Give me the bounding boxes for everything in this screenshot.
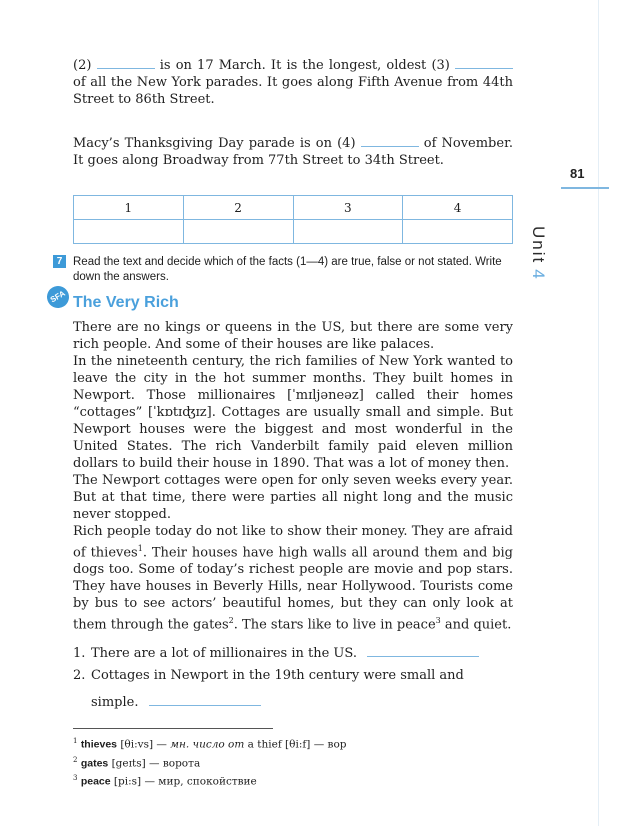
reading-text-fragment: . Their houses have high walls all around them and big dogs too. Some of today’s richest people are movie and pop stars. They have houses in Beverly Hills, near Hollywood. Tourists come by bus to see actors’ beautiful homes, but they can only look at them through the gates: [73, 545, 513, 633]
question-text: Cottages in Newport in the 19th century were small and: [91, 668, 464, 683]
footnote-ref: 3: [435, 616, 441, 626]
answer-blank-4[interactable]: [361, 135, 419, 147]
margin-divider: [598, 0, 599, 826]
footnote-mark: 2: [73, 755, 78, 764]
footnote-word: gates: [80, 757, 109, 769]
reading-text-fragment: . The stars like to live in peace: [233, 617, 436, 633]
footnote-ref: 1: [137, 544, 143, 553]
footnote-word: peace: [80, 775, 111, 788]
answer-table-header: 3: [293, 196, 403, 220]
question-1: [73, 643, 513, 665]
footnote-rest: [pi:s] — мир, спокойствие: [110, 775, 257, 788]
footnote-mark: 3: [73, 774, 78, 782]
parade-text-d: of November. It goes along Broadway from 77th Street to 34th Street.: [73, 136, 513, 168]
question-number: 2.: [73, 668, 86, 683]
question-number: 1.: [73, 646, 86, 661]
reading-paragraph: In the nineteenth century, the rich families of New York wanted to leave the city in the hot summer months. They built homes in Newport. Those millionaires [ˈmɪljəneəz] called their homes “cottages” [ˈkɒtɪʤɪz]. Cottages are usually small and simple. But Newport houses were the biggest and most wonderful in the United States. The rich Vanderbilt family paid eleven million dollars to build their house in 1890. That was a lot of money then.: [73, 354, 513, 471]
unit-label: Unit: [529, 226, 548, 265]
unit-tab: [528, 226, 548, 296]
answer-blank-q2[interactable]: [149, 694, 261, 706]
exercise-number-badge: 7: [53, 255, 66, 268]
answer-cell[interactable]: [183, 220, 293, 244]
reading-text: [73, 319, 513, 634]
footnote-tail: a thief [θi:f] — вор: [244, 738, 347, 751]
footnote-rest: [geɪts] — ворота: [108, 757, 201, 769]
page-number: 81: [570, 166, 585, 181]
reading-title: The Very Rich: [73, 294, 179, 311]
answer-table-header: 1: [74, 196, 184, 220]
blank-number-4: (4): [337, 136, 356, 151]
answer-cell[interactable]: [293, 220, 403, 244]
page-number-rule: [561, 187, 609, 189]
parade-text-b: of all the New York parades. It goes along Fifth Avenue from 44th Street to 86th Street.: [73, 75, 513, 107]
answer-table-header: 4: [403, 196, 513, 220]
question-text-cont: simple.: [91, 695, 139, 710]
answer-blank-2[interactable]: [97, 57, 155, 69]
footnote-rest: [θi:vs] —: [117, 738, 167, 751]
footnotes: [73, 734, 513, 790]
answer-table: [73, 195, 513, 244]
answer-table-header: 2: [183, 196, 293, 220]
parade-text-c: Macy’s Thanksgiving Day parade is on: [73, 136, 332, 151]
reading-paragraph: There are no kings or queens in the US, but there are some very rich people. And some of their houses are like palaces.: [73, 320, 513, 352]
footnote-word: thieves: [80, 738, 117, 751]
blank-number-2: (2): [73, 58, 92, 73]
footnote: [73, 771, 513, 790]
answer-table-header-row: [74, 196, 513, 220]
answer-cell[interactable]: [403, 220, 513, 244]
answer-blank-q1[interactable]: [367, 645, 479, 657]
footnote-ref: 2: [228, 616, 234, 626]
reading-text-fragment: and quiet.: [440, 617, 512, 633]
exercise-instruction: Read the text and decide which of the facts (1—4) are true, false or not stated. Write down the answers.: [73, 256, 502, 283]
parade-text-a: is on 17 March. It is the longest, oldest: [159, 58, 427, 73]
parade-paragraph-1: [73, 57, 513, 108]
footnote: [73, 734, 513, 753]
blank-number-3: (3): [431, 58, 450, 73]
footnote: [73, 753, 513, 772]
sfa-icon: SFA: [43, 282, 73, 312]
question-text: There are a lot of millionaires in the US.: [91, 646, 357, 661]
answer-blank-3[interactable]: [455, 57, 513, 69]
reading-text-fragment: Rich people today do not like to show their money. They are afraid of thieves: [73, 524, 513, 561]
footnote-rule: [73, 728, 273, 729]
unit-number: 4: [529, 269, 548, 281]
answer-table-answer-row: [74, 220, 513, 244]
answer-cell[interactable]: [74, 220, 184, 244]
footnote-mark: 1: [73, 737, 78, 745]
question-2: [73, 665, 513, 714]
reading-paragraph: The Newport cottages were open for only seven weeks every year. But at that time, there were parties all night long and the music never stopped.: [73, 473, 513, 522]
parade-paragraph-2: [73, 135, 513, 169]
reading-paragraph: [73, 523, 513, 634]
footnote-note: мн. число от: [166, 738, 245, 751]
